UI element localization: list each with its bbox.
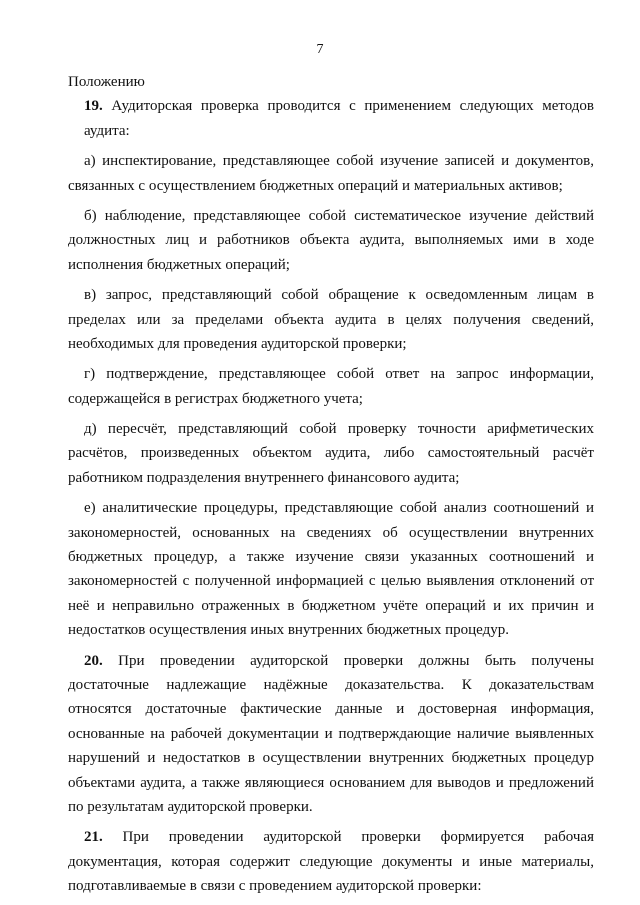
paragraph-b [68, 204, 594, 277]
paragraph-line: нарушений и недостатков в осуществлении внутренних бюджетных процедур [68, 750, 594, 767]
paragraph-line: связанных с осуществлением бюджетных операций и материальных активов; [68, 177, 563, 194]
paragraph-number: 19. [84, 98, 103, 115]
paragraph-line: работником подразделения внутреннего финансового аудита; [68, 469, 460, 486]
paragraph-line [68, 94, 594, 118]
paragraph-line: аудита: [84, 122, 130, 139]
header-fragment: Положению [68, 74, 145, 90]
page-number: 7 [316, 42, 324, 57]
paragraph-line: в) запрос, представляющий собой обращение к осведомленным лицам в [84, 287, 594, 304]
paragraph-text: Аудиторская проверка проводится с применением следующих методов [111, 98, 594, 115]
paragraph-line: подготавливаемые в связи с проведением аудиторской проверки: [68, 878, 482, 895]
paragraph-line: закономерностей, основанных на сведениях об осуществлении внутренних [68, 524, 594, 541]
paragraph-line: документация, которая содержит следующие документы и иные материалы, [68, 853, 594, 870]
paragraph-line: неё и неправильно отраженных в бюджетном учёте операций и их причин и [68, 597, 594, 614]
paragraph-line: бюджетных процедур, а также изучение связи указанных соотношений и [68, 549, 594, 566]
paragraph-21 [68, 825, 594, 898]
paragraph-line: исполнения бюджетных операций; [68, 256, 290, 273]
paragraph-line: недостатков осуществления иных внутренних бюджетных процедур. [68, 622, 509, 639]
paragraph-e [68, 496, 594, 642]
paragraph-d [68, 417, 594, 490]
paragraph-number: 21. [84, 829, 103, 846]
paragraph-line: е) аналитические процедуры, представляющие собой анализ соотношений и [84, 500, 594, 517]
document-body [68, 70, 594, 899]
paragraph-g [68, 362, 594, 411]
paragraph-line: основанные на рабочей документации и подтверждающие наличие выявленных [68, 725, 594, 742]
paragraph-line: пределах или за пределами объекта аудита в целях получения сведений, [68, 311, 594, 328]
paragraph-line: а) инспектирование, представляющее собой изучение записей и документов, [84, 153, 594, 170]
paragraph-line: расчётов, произведенных объектом аудита, либо самостоятельный расчёт [68, 445, 594, 462]
paragraph-number: 20. [84, 652, 103, 669]
paragraph-line: необходимых для проведения аудиторской проверки; [68, 335, 407, 352]
paragraph-line: б) наблюдение, представляющее собой систематическое изучение действий [84, 207, 594, 224]
paragraph-line: должностных лиц и работников объекта аудита, выполняемых ими в ходе [68, 232, 594, 249]
paragraph-line: содержащейся в регистрах бюджетного учета; [68, 390, 363, 407]
paragraph-text: При проведении аудиторской проверки должны быть получены [118, 652, 594, 669]
paragraph-line [68, 825, 594, 849]
paragraph-line: д) пересчёт, представляющий собой проверку точности арифметических [84, 421, 594, 438]
paragraph-19 [68, 94, 594, 143]
paragraph-line: объектами аудита, а также являющиеся основанием для выводов и предложений [68, 774, 594, 791]
paragraph-line: по результатам аудиторской проверки. [68, 798, 313, 815]
paragraph-line: закономерностей с полученной информацией с целью выявления отклонений от [68, 573, 594, 590]
paragraph-line: достаточные надлежащие надёжные доказательства. К доказательствам [68, 676, 594, 693]
paragraph-20 [68, 649, 594, 820]
paragraph-line: г) подтверждение, представляющее собой ответ на запрос информации, [84, 366, 594, 383]
paragraph-line: относятся достаточные фактические данные и достоверная информация, [68, 701, 594, 718]
paragraph-line [68, 649, 594, 673]
paragraph-a [68, 149, 594, 198]
paragraph-v [68, 283, 594, 356]
paragraph-text: При проведении аудиторской проверки формируется рабочая [122, 829, 594, 846]
